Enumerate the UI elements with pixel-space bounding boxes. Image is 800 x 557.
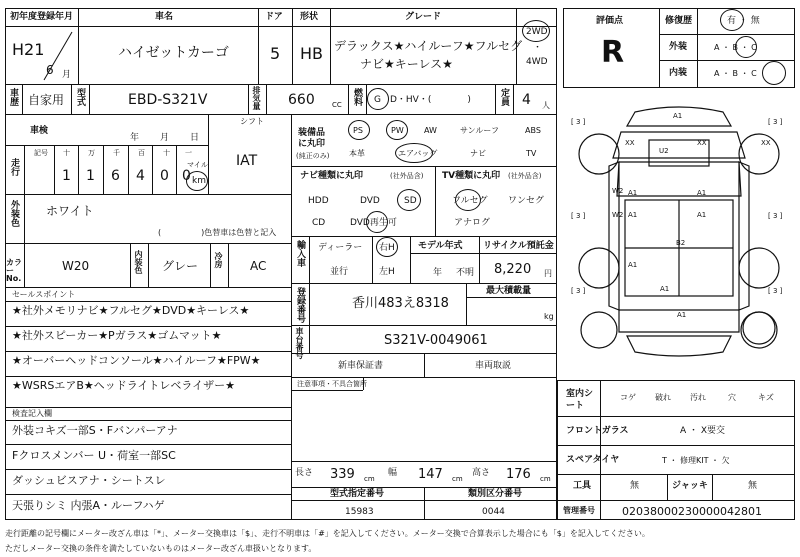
equipment-4: ABS [525, 126, 541, 135]
mileage-digit-4: 0 [160, 168, 169, 184]
tv-oneseg: ワンセグ [508, 196, 545, 206]
digit-header-1: 十 [63, 149, 70, 157]
inspector-separator [5, 469, 291, 470]
inspector-note-2: ダッシュビスアナ・シートスレ [12, 474, 166, 487]
mileage-digit-2: 6 [111, 168, 120, 184]
digit-separator [176, 145, 177, 194]
exterior-options: A ・ B ・ C [714, 43, 757, 52]
sales-separator [5, 351, 291, 352]
registration-value: 香川483え8318 [352, 296, 449, 311]
dvd-play-circle [366, 211, 388, 233]
grade-label: グレード [405, 12, 442, 22]
car-name: ハイゼットカーゴ [118, 45, 229, 61]
digit-separator [103, 145, 104, 194]
load-kg: kg [544, 312, 554, 321]
sales-points-label: セールスポイント [12, 290, 76, 299]
repair-circle [720, 9, 744, 31]
era-year: H21 [12, 40, 45, 59]
mgmt-value: 02038000230000042801 [622, 505, 762, 518]
shape: HB [300, 44, 324, 63]
damage-mark-7: A1 [628, 211, 638, 219]
wheel-label-5: [ 3 ] [768, 287, 783, 295]
reg-month: 6 [46, 63, 54, 77]
sales-separator [5, 326, 291, 327]
mileage-label: 走行 [9, 158, 19, 176]
fuel-label: 燃料 [352, 88, 362, 106]
type-value: 15983 [345, 507, 374, 517]
jack-value: 無 [748, 481, 758, 491]
digit-header-6: 一 [185, 149, 192, 157]
chassis-value: S321V-0049061 [384, 333, 488, 348]
equipment-2-1: エアバッグ [398, 149, 438, 158]
inspector-separator [5, 444, 291, 445]
digit-header-3: 千 [113, 149, 120, 157]
color-no: W20 [62, 259, 90, 273]
grade-line1: デラックス★ハイルーフ★フルセグ [334, 39, 523, 53]
usage-label: 車歴 [8, 88, 18, 106]
inspection-day: 日 [190, 133, 200, 143]
mileage-digit-5: 0 [182, 168, 191, 184]
interior-options: A ・ B ・ C [714, 69, 757, 78]
tv-sub: (社外品含) [508, 172, 542, 180]
score-value: R [601, 35, 625, 70]
seat-option-1: 破れ [655, 393, 671, 402]
color-value: ホワイト [46, 204, 94, 218]
height-value: 176 [506, 467, 531, 482]
color-label: 外装色 [9, 200, 19, 227]
height-cm: cm [540, 475, 551, 483]
steering-right: 右H [379, 243, 395, 253]
digit-separator [128, 145, 129, 194]
sales-point-0: ★社外メモリナビ★フルセグ★DVD★キーレス★ [12, 304, 250, 317]
equipment-2-0: 本革 [349, 149, 365, 158]
seat-option-2: 汚れ [690, 393, 706, 402]
color-note: ( )色替車は色替と記入 [158, 228, 277, 237]
km-label: km [192, 176, 206, 186]
digit-header-2: 万 [88, 149, 95, 157]
mile-label: マイル [187, 161, 208, 169]
digit-header-5: 十 [163, 149, 170, 157]
usage: 自家用 [28, 93, 65, 107]
import-parallel: 並行 [330, 267, 349, 277]
new-car-guarantee: 新車保証書 [338, 361, 384, 371]
ac-label: 冷房 [214, 252, 223, 268]
mileage-digit-0: 1 [62, 168, 71, 184]
model-label: 型式 [75, 88, 85, 106]
digit-header-4: 百 [138, 149, 145, 157]
damage-mark-12: A1 [628, 261, 638, 269]
equipment-2-2: ナビ [470, 149, 486, 158]
recycle-yen: 円 [544, 269, 552, 278]
model: EBD-S321V [128, 92, 208, 108]
mileage-digit-1: 1 [86, 168, 95, 184]
inspection-year: 年 [130, 133, 140, 143]
displacement-label: 排気量 [252, 86, 261, 110]
fullseg-circle [455, 189, 481, 211]
seat-option-3: 穴 [728, 393, 736, 402]
windshield-options: A ・ X要交 [680, 426, 726, 436]
door-label: ドア [265, 12, 283, 22]
sales-point-2: ★オーバーヘッドコンソール★ハイルーフ★FPW★ [12, 354, 261, 367]
equipment-2: AW [424, 126, 437, 135]
equipment-0: PS [353, 126, 363, 135]
exterior-b-circle [735, 36, 757, 58]
navi-hdd: HDD [308, 196, 329, 206]
damage-mark-8: A1 [697, 189, 707, 197]
wheel-label-2: [ 3 ] [571, 212, 586, 220]
navi-sub: (社外品含) [390, 172, 424, 180]
footer-line-1: 走行距離の記号欄にメーター改ざん車は「*」、メーター交換車は「$」、走行不明車は「#」を記入してください。メーター交換で合算表示した場合にも「$」を記入してください。 [5, 529, 650, 538]
digit-separator [54, 145, 55, 194]
drive-dot: ・ [533, 43, 543, 53]
first-reg-label: 初年度登録年月 [10, 12, 74, 22]
length-value: 339 [330, 467, 355, 482]
car-damage-diagram [563, 96, 795, 376]
capacity-label: 定員 [499, 88, 509, 106]
shift-label: シフト [240, 117, 264, 126]
color-no-label: カラーNo. [6, 258, 22, 283]
damage-mark-13: A1 [660, 285, 670, 293]
equipment-1: PW [391, 126, 404, 135]
jack-label: ジャッキ [672, 481, 708, 491]
navi-cd: CD [312, 218, 326, 228]
displacement: 660 [288, 92, 315, 108]
sales-separator [5, 376, 291, 377]
length-label: 長さ [295, 468, 314, 478]
import-dealer: ディーラー [318, 243, 363, 253]
inspector-note-3: 天張りシミ 内張A・ルーフハゲ [12, 499, 165, 512]
damage-mark-1: XX [625, 139, 635, 147]
interior-color: グレー [162, 259, 199, 273]
score-label: 評価点 [596, 16, 624, 26]
tools-value: 無 [630, 481, 640, 491]
navi-dvd: DVD [360, 196, 380, 206]
equipment-sub: (純正のみ) [296, 152, 330, 160]
damage-mark-5: W2 [612, 187, 624, 195]
load-label: 最大積載量 [486, 286, 532, 296]
model-year-unknown: 不明 [456, 268, 475, 278]
drive-4wd: 4WD [526, 57, 548, 67]
right-hand-circle [376, 237, 398, 257]
damage-mark-9: A1 [697, 211, 707, 219]
inspection-label: 車検 [30, 126, 49, 136]
windshield-label: フロントガラス [566, 426, 629, 436]
inspector-note-1: Fクロスメンバー U・荷室一部SC [12, 449, 176, 462]
digit-header-0: 記号 [34, 149, 48, 157]
inspector-note-0: 外装コキズ一部S・Fバンパーアナ [12, 424, 178, 437]
damage-mark-3: XX [697, 139, 707, 147]
height-label: 高さ [472, 468, 491, 478]
tv-analog: アナログ [454, 218, 491, 228]
name-label: 車名 [155, 12, 174, 22]
wheel-label-3: [ 3 ] [768, 212, 783, 220]
width-cm: cm [452, 475, 463, 483]
steering-left: 左H [379, 267, 395, 277]
sales-point-1: ★社外スピーカー★Pガラス★ゴムマット★ [12, 329, 222, 342]
interior-label: 内装 [669, 68, 688, 78]
shift-value: IAT [236, 153, 258, 169]
damage-mark-10: W2 [612, 211, 624, 219]
shape-label: 形状 [300, 12, 319, 22]
wheel-label-0: [ 3 ] [571, 118, 586, 126]
wheel-label-4: [ 3 ] [571, 287, 586, 295]
sd-circle [397, 189, 421, 211]
month-unit: 月 [62, 70, 72, 80]
model-year-label: モデル年式 [418, 241, 463, 251]
tv-label: TV種類に丸印 [442, 171, 501, 181]
width-value: 147 [418, 467, 443, 482]
equipment-2-3: TV [526, 149, 537, 158]
grade-line2: ナビ★キーレス★ [360, 57, 453, 71]
equipment-label: 装備品に丸印 [298, 128, 326, 149]
drive-2wd: 2WD [526, 27, 548, 37]
repair-label: 修復歴 [665, 16, 693, 26]
digit-separator [78, 145, 79, 194]
inspector-label: 検査記入欄 [12, 409, 52, 418]
damage-mark-0: A1 [673, 112, 683, 120]
cc-unit: CC [332, 101, 342, 109]
navi-sd: SD [404, 196, 417, 206]
ac-value: AC [250, 259, 267, 273]
damage-mark-14: A1 [677, 311, 687, 319]
damage-mark-2: U2 [659, 147, 669, 155]
repair-options: 有 ・ 無 [727, 16, 760, 26]
import-label: 輸入車 [295, 240, 305, 267]
notes-label: 注意事項・不具合箇所 [297, 380, 367, 388]
class-value: 0044 [482, 507, 505, 517]
wheel-label-1: [ 3 ] [768, 118, 783, 126]
navi-label: ナビ種類に丸印 [300, 171, 364, 181]
footer-line-2: ただしメーター交換の条件を満たしていないものはメーター改ざん車扱いとなります。 [5, 544, 317, 553]
digit-separator [152, 145, 153, 194]
class-label: 類別区分番号 [468, 489, 523, 499]
damage-mark-4: XX [761, 139, 771, 147]
exterior-label: 外装 [669, 42, 688, 52]
equipment-3: サンルーフ [460, 126, 499, 135]
interior-c-circle [762, 61, 786, 85]
interior-color-label: 内装色 [134, 250, 143, 274]
width-label: 幅 [388, 468, 398, 478]
chassis-label: 車台番号 [295, 327, 304, 359]
seat-option-4: キズ [758, 393, 774, 402]
fuel-options: G D・HV・( ) [374, 95, 471, 105]
seat-option-0: コゲ [620, 393, 636, 402]
recycle-value: 8,220 [494, 262, 532, 277]
damage-mark-11: B2 [676, 239, 686, 247]
mgmt-label: 管理番号 [563, 506, 595, 515]
tv-fullseg: フルセグ [452, 196, 488, 206]
fuel-circle-g [367, 88, 389, 110]
sales-point-3: ★WSRSエアB★ヘッドライトレベライザー★ [12, 379, 235, 392]
mileage-digit-3: 4 [136, 168, 145, 184]
seat-label: 室内シート [566, 389, 594, 411]
registration-label: 登録番号 [295, 287, 305, 323]
inspector-separator [5, 494, 291, 495]
damage-mark-6: A1 [628, 189, 638, 197]
owner-manual: 車両取説 [475, 361, 512, 371]
recycle-label: リサイクル預託金 [483, 241, 554, 251]
length-cm: cm [364, 475, 375, 483]
model-year-year: 年 [433, 268, 443, 278]
doors: 5 [270, 44, 281, 63]
capacity-unit: 人 [542, 101, 550, 110]
type-label: 型式指定番号 [330, 489, 385, 499]
spare-options: T ・ 修理KIT ・ 欠 [662, 456, 730, 465]
tools-label: 工具 [573, 481, 592, 491]
inspection-month: 月 [160, 133, 170, 143]
navi-dvd-play: DVD再生可 [350, 218, 397, 228]
capacity: 4 [522, 92, 531, 108]
spare-label: スペアタイヤ [566, 455, 620, 465]
drive-2wd-circle [522, 20, 550, 42]
